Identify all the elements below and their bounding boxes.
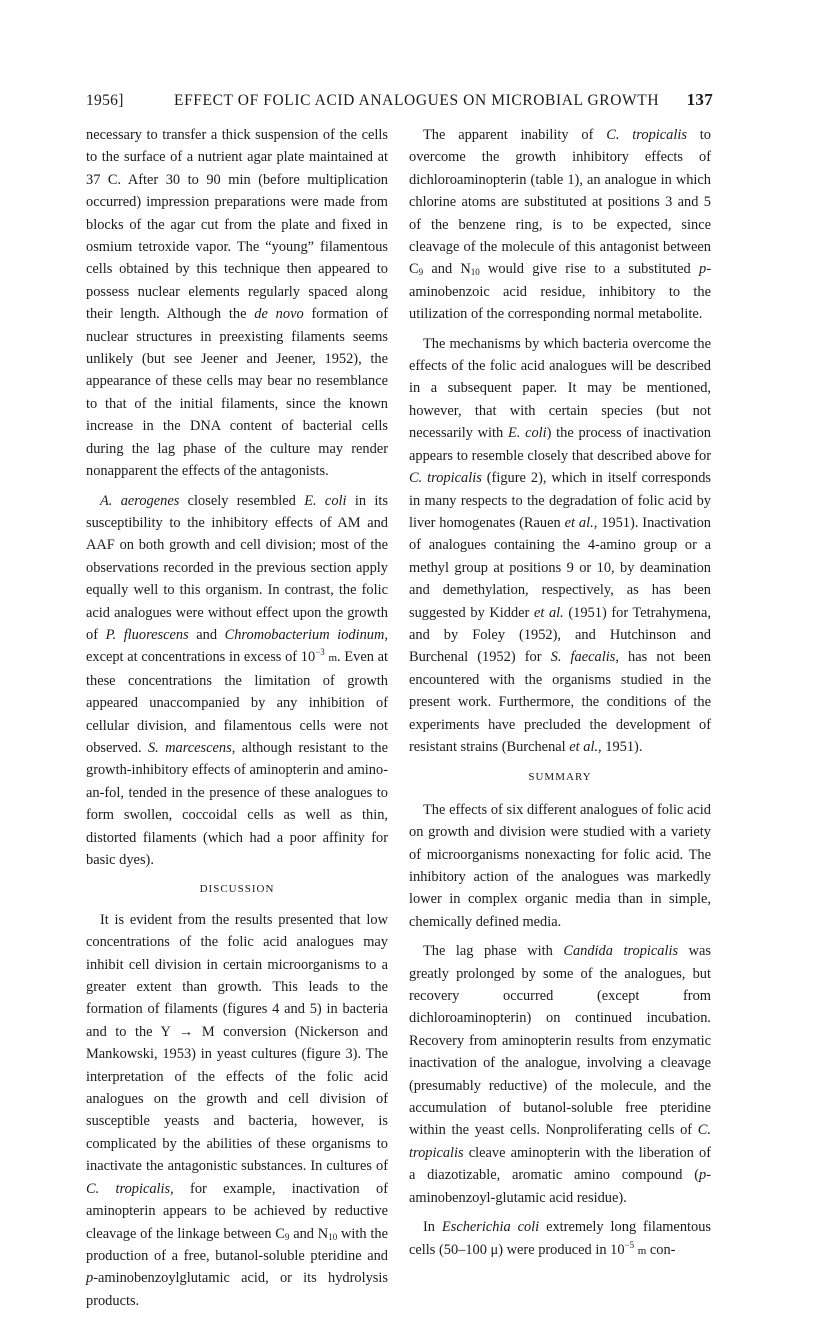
- running-header: [86, 92, 713, 116]
- paragraph: A. aerogenes closely resembled E. coli in its susceptibility to the inhibitory effects of AM and AAF on both growth and cell division; most of the observations recorded in the previous section apply equally well to this organism. In contrast, the folic acid analogues were without effect upon the growth of P. fluorescens and Chromobacterium iodinum, except at concentrations in excess of $10^{-3}$ m. Even at these concentrations the limitation of growth appeared unaccompanied by any inhibition of cellular division, and filamentous cells were not observed. S. marcescens, although resistant to the growth-inhibitory effects of aminopterin and amino-an-fol, tended in the presence of these analogues to form swollen, coccoidal cells as well as thin, distorted filaments (which had a poor affinity for basic dyes).: [86, 492, 388, 868]
- paragraph: The effects of six different analogues of folic acid on growth and division were studied with a variety of microorganisms nonexacting for folic acid. The inhibitory action of the analogues was markedly lower in complex organic media than in simple, chemically defined media.: [409, 801, 711, 930]
- section-heading-summary: SUMMARY: [528, 771, 592, 784]
- left-column: [86, 124, 388, 1319]
- header-year: 1956]: [86, 92, 124, 109]
- section-heading-discussion: DISCUSSION: [199, 883, 275, 896]
- paragraph: The mechanisms by which bacteria overcome the effects of the folic acid analogues will be described in a subsequent paper. It may be mentioned, however, that with certain species (but not necessarily with E. coli) the process of inactivation appears to resemble closely that described above for C. tropicalis (figure 2), which in itself corresponds in many respects to the degradation of folic acid by liver homogenates (Rauen et al., 1951). Inactivation of analogues containing the 4-amino group or a methyl group at positions 9 or 10, by deamination and demethylation, respectively, as has been suggested by Kidder et al. (1951) for Tetrahymena, and by Foley (1952), and Hutchinson and Burchenal (1952) for S. faecalis, has not been encountered with the organisms studied in the present work. Furthermore, the conditions of the experiments have precluded the development of resistant strains (Burchenal et al., 1951).: [409, 335, 711, 755]
- header-title: EFFECT OF FOLIC ACID ANALOGUES ON MICROBIAL GROWTH: [174, 92, 660, 109]
- paragraph: In Escherichia coli extremely long filamentous cells (50–100 μ) were produced in $10^{-5}$ m con-: [409, 1219, 711, 1258]
- page-number: 137: [686, 90, 713, 109]
- paragraph: necessary to transfer a thick suspension of the cells to the surface of a nutrient agar plate maintained at 37 C. After 30 to 90 min (before multiplication occurred) impression preparations were made from blocks of the agar cut from the plate and fixed in osmium tetroxide vapor. The “young” filamentous cells obtained by this technique then appeared to possess nuclear elements regularly spaced along their length. Although the de novo formation of nuclear structures in preexisting filaments seems unlikely (but see Jeener and Jeener, 1952), the appearance of these cells may bear no resemblance to that of the initial filaments, since the known increase in the DNA content of bacterial cells during the lag phase of the culture may render nonapparent the effects of the antagonists.: [86, 127, 388, 480]
- paragraph: The lag phase with Candida tropicalis was greatly prolonged by some of the analogues, but recovery occurred (except from dichloroaminopterin) on continued incubation. Recovery from aminopterin results from enzymatic inactivation of the analogue, involving a cleavage (presumably reductive) of the molecule, and the accumulation of butanol-soluble free pteridine within the yeast cells. Nonproliferating cells of C. tropicalis cleave aminopterin with the liberation of a diazotizable, aromatic amino compound (p-aminobenzoyl-glutamic acid residue).: [409, 943, 712, 1206]
- paragraph: It is evident from the results presented that low concentrations of the folic acid analogues may inhibit cell division in certain microorganisms to a greater extent than growth. This leads to the formation of filaments (figures 4 and 5) in bacteria and to the Y → M conversion (Nickerson and Mankowski, 1953) in yeast cultures (figure 3). The interpretation of the effects of the folic acid analogues on the growth and cell division of susceptible yeasts and bacteria, however, is complicated by the abilities of these organisms to inactivate the antagonistic substances. In cultures of C. tropicalis, for example, inactivation of aminopterin appears to be achieved by reductive cleavage of the linkage between $C_9$ and $N_{10}$ with the production of a free, butanol-soluble pteridine and p-aminobenzoylglutamic acid, or its hydrolysis products.: [86, 911, 388, 1309]
- paragraph: The apparent inability of C. tropicalis to overcome the growth inhibitory effects of dichloroaminopterin (table 1), an analogue in which chlorine atoms are substituted at positions 3 and 5 of the benzene ring, is to be expected, since cleavage of the molecule of this antagonist between $C_9$ and $N_{10}$ would give rise to a substituted p-aminobenzoic acid residue, inhibitory to the utilization of the corresponding normal metabolite.: [409, 127, 711, 323]
- right-column: [409, 124, 711, 1269]
